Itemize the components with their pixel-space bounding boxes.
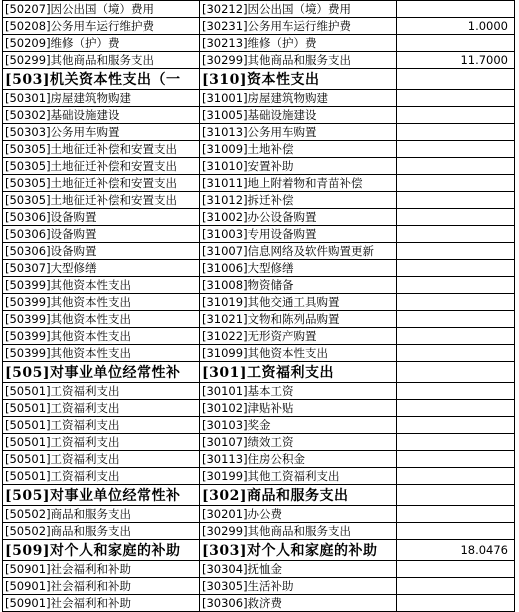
economic-classification-cell: [50306]设备购置: [3, 209, 200, 226]
economic-classification-cell: [50207]因公出国（境）费用: [3, 1, 200, 18]
table-row: [3, 226, 515, 243]
table-row: [3, 468, 515, 485]
amount-cell: [397, 294, 515, 311]
amount-cell: [397, 311, 515, 328]
table-row: [3, 1, 515, 18]
government-classification-cell: [31011]地上附着物和青苗补偿: [200, 175, 397, 192]
government-classification-cell: [31002]办公设备购置: [200, 209, 397, 226]
amount-cell: [397, 523, 515, 540]
table-row: [3, 451, 515, 468]
table-row: [3, 595, 515, 612]
government-classification-cell: [30299]其他商品和服务支出: [200, 52, 397, 69]
economic-classification-cell: [50501]工资福利支出: [3, 451, 200, 468]
table-row: [3, 400, 515, 417]
government-classification-cell: [30299]其他商品和服务支出: [200, 523, 397, 540]
economic-classification-cell: [50399]其他资本性支出: [3, 345, 200, 362]
table-row: [3, 192, 515, 209]
table-row: [3, 209, 515, 226]
economic-classification-cell: [50299]其他商品和服务支出: [3, 52, 200, 69]
amount-cell: [397, 90, 515, 107]
table-row: [3, 561, 515, 578]
amount-cell: [397, 1, 515, 18]
government-classification-cell: [31005]基础设施建设: [200, 107, 397, 124]
table-row: [3, 107, 515, 124]
government-classification-cell: [30213]维修（护）费: [200, 35, 397, 52]
government-classification-cell: [30231]公务用车运行维护费: [200, 18, 397, 35]
category-header-row: [3, 362, 515, 383]
economic-classification-cell: [50901]社会福利和补助: [3, 595, 200, 612]
economic-classification-cell: [50901]社会福利和补助: [3, 578, 200, 595]
table-row: [3, 175, 515, 192]
government-classification-cell: [31008]物资储备: [200, 277, 397, 294]
table-row: [3, 383, 515, 400]
amount-cell: [397, 141, 515, 158]
economic-classification-cell: [50306]设备购置: [3, 226, 200, 243]
table-row: [3, 35, 515, 52]
economic-classification-cell: [503]机关资本性支出（一: [3, 69, 200, 90]
amount-cell: [397, 107, 515, 124]
amount-cell: [397, 595, 515, 612]
table-row: [3, 260, 515, 277]
amount-cell: [397, 345, 515, 362]
expenditure-classification-table: [2, 0, 515, 612]
economic-classification-cell: [505]对事业单位经常性补: [3, 485, 200, 506]
government-classification-cell: [30304]抚恤金: [200, 561, 397, 578]
table-row: [3, 18, 515, 35]
amount-cell: [397, 561, 515, 578]
government-classification-cell: [30103]奖金: [200, 417, 397, 434]
amount-cell: [397, 209, 515, 226]
amount-cell: [397, 226, 515, 243]
amount-cell: [397, 260, 515, 277]
table-row: [3, 243, 515, 260]
government-classification-cell: [31021]文物和陈列品购置: [200, 311, 397, 328]
government-classification-cell: [31006]大型修缮: [200, 260, 397, 277]
economic-classification-cell: [50307]大型修缮: [3, 260, 200, 277]
economic-classification-cell: [50208]公务用车运行维护费: [3, 18, 200, 35]
government-classification-cell: [31007]信息网络及软件购置更新: [200, 243, 397, 260]
amount-cell: [397, 485, 515, 506]
amount-cell: [397, 434, 515, 451]
amount-cell: [397, 383, 515, 400]
economic-classification-cell: [50502]商品和服务支出: [3, 506, 200, 523]
table-row: [3, 52, 515, 69]
economic-classification-cell: [50399]其他资本性支出: [3, 277, 200, 294]
category-header-row: [3, 540, 515, 561]
amount-cell: [397, 69, 515, 90]
economic-classification-cell: [50901]社会福利和补助: [3, 561, 200, 578]
amount-cell: [397, 35, 515, 52]
government-classification-cell: [302]商品和服务支出: [200, 485, 397, 506]
economic-classification-cell: [50501]工资福利支出: [3, 400, 200, 417]
table-body: [3, 1, 515, 612]
table-row: [3, 417, 515, 434]
category-header-row: [3, 69, 515, 90]
economic-classification-cell: [50305]土地征迁补偿和安置支出: [3, 175, 200, 192]
table-row: [3, 328, 515, 345]
table-row: [3, 141, 515, 158]
table-row: [3, 124, 515, 141]
economic-classification-cell: [50501]工资福利支出: [3, 468, 200, 485]
government-classification-cell: [31001]房屋建筑物购建: [200, 90, 397, 107]
economic-classification-cell: [50501]工资福利支出: [3, 417, 200, 434]
government-classification-cell: [31012]拆迁补偿: [200, 192, 397, 209]
amount-cell: [397, 328, 515, 345]
amount-cell: [397, 468, 515, 485]
amount-cell: 18.0476: [397, 540, 515, 561]
government-classification-cell: [310]资本性支出: [200, 69, 397, 90]
table-row: [3, 311, 515, 328]
economic-classification-cell: [50501]工资福利支出: [3, 383, 200, 400]
economic-classification-cell: [50501]工资福利支出: [3, 434, 200, 451]
amount-cell: 1.0000: [397, 18, 515, 35]
economic-classification-cell: [50305]土地征迁补偿和安置支出: [3, 192, 200, 209]
amount-cell: [397, 506, 515, 523]
table-row: [3, 434, 515, 451]
economic-classification-cell: [50399]其他资本性支出: [3, 328, 200, 345]
government-classification-cell: [31022]无形资产购置: [200, 328, 397, 345]
economic-classification-cell: [50399]其他资本性支出: [3, 294, 200, 311]
economic-classification-cell: [50305]土地征迁补偿和安置支出: [3, 158, 200, 175]
government-classification-cell: [30199]其他工资福利支出: [200, 468, 397, 485]
government-classification-cell: [31013]公务用车购置: [200, 124, 397, 141]
economic-classification-cell: [50399]其他资本性支出: [3, 311, 200, 328]
amount-cell: [397, 175, 515, 192]
government-classification-cell: [303]对个人和家庭的补助: [200, 540, 397, 561]
amount-cell: [397, 243, 515, 260]
economic-classification-cell: [50301]房屋建筑物购建: [3, 90, 200, 107]
government-classification-cell: [31010]安置补助: [200, 158, 397, 175]
amount-cell: [397, 578, 515, 595]
economic-classification-cell: [50209]维修（护）费: [3, 35, 200, 52]
economic-classification-cell: [50305]土地征迁补偿和安置支出: [3, 141, 200, 158]
amount-cell: [397, 158, 515, 175]
government-classification-cell: [30113]住房公积金: [200, 451, 397, 468]
economic-classification-cell: [50302]基础设施建设: [3, 107, 200, 124]
government-classification-cell: [31019]其他交通工具购置: [200, 294, 397, 311]
amount-cell: [397, 362, 515, 383]
government-classification-cell: [30201]办公费: [200, 506, 397, 523]
table-row: [3, 158, 515, 175]
table-row: [3, 523, 515, 540]
amount-cell: [397, 417, 515, 434]
government-classification-cell: [30107]绩效工资: [200, 434, 397, 451]
government-classification-cell: [31099]其他资本性支出: [200, 345, 397, 362]
table-row: [3, 506, 515, 523]
government-classification-cell: [30101]基本工资: [200, 383, 397, 400]
government-classification-cell: [30102]津贴补贴: [200, 400, 397, 417]
table-row: [3, 578, 515, 595]
economic-classification-cell: [509]对个人和家庭的补助: [3, 540, 200, 561]
government-classification-cell: [31009]土地补偿: [200, 141, 397, 158]
amount-cell: [397, 124, 515, 141]
amount-cell: [397, 400, 515, 417]
table-row: [3, 345, 515, 362]
table-row: [3, 277, 515, 294]
table-row: [3, 294, 515, 311]
economic-classification-cell: [50303]公务用车购置: [3, 124, 200, 141]
economic-classification-cell: [50306]设备购置: [3, 243, 200, 260]
amount-cell: [397, 451, 515, 468]
amount-cell: [397, 277, 515, 294]
economic-classification-cell: [505]对事业单位经常性补: [3, 362, 200, 383]
table-row: [3, 90, 515, 107]
economic-classification-cell: [50502]商品和服务支出: [3, 523, 200, 540]
government-classification-cell: [31003]专用设备购置: [200, 226, 397, 243]
government-classification-cell: [301]工资福利支出: [200, 362, 397, 383]
government-classification-cell: [30212]因公出国（境）费用: [200, 1, 397, 18]
amount-cell: 11.7000: [397, 52, 515, 69]
category-header-row: [3, 485, 515, 506]
government-classification-cell: [30306]救济费: [200, 595, 397, 612]
government-classification-cell: [30305]生活补助: [200, 578, 397, 595]
amount-cell: [397, 192, 515, 209]
